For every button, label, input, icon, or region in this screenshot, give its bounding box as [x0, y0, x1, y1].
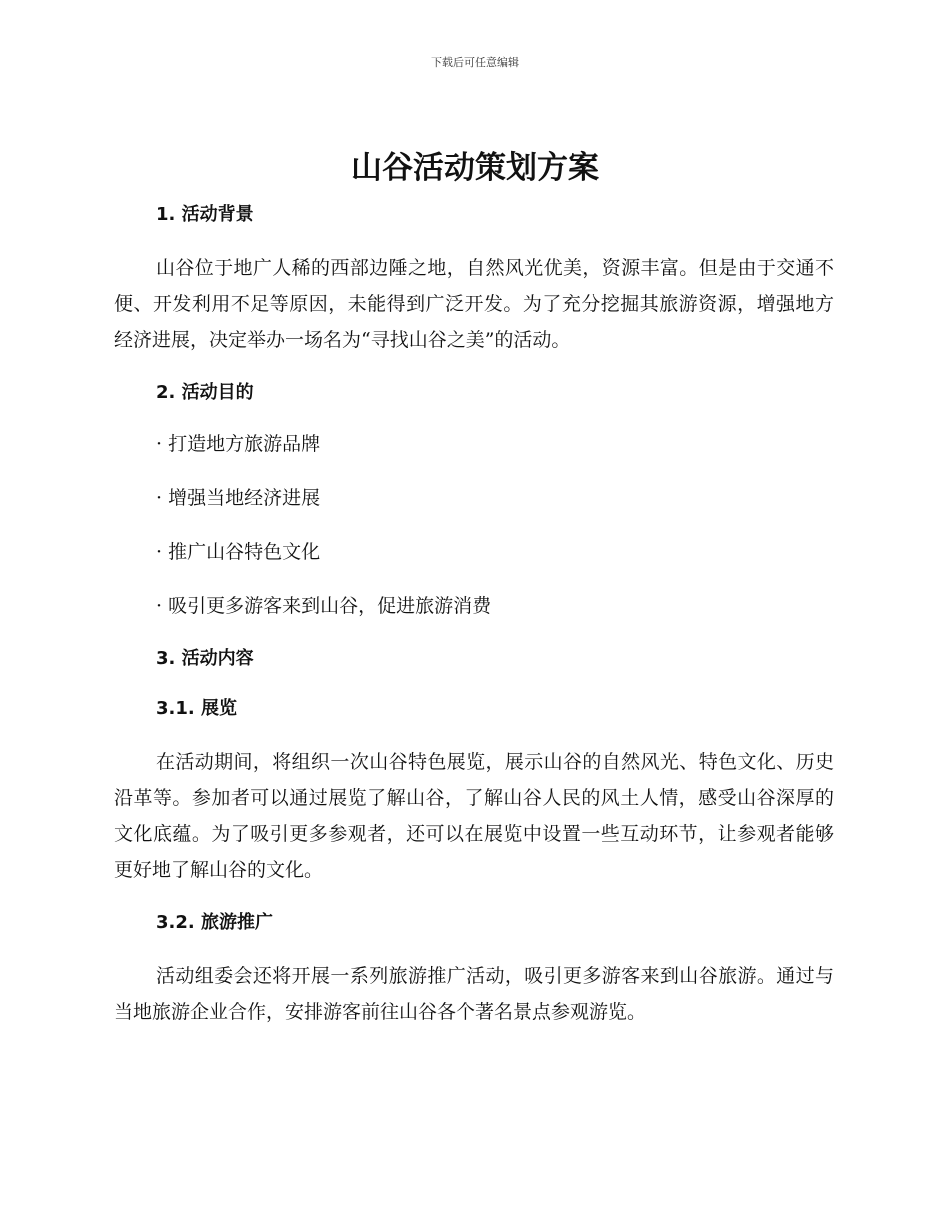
section-heading-background: 1. 活动背景	[156, 204, 254, 225]
purpose-bullet-4: · 吸引更多游客来到山谷，促进旅游消费	[156, 595, 492, 617]
purpose-bullet-2: · 增强当地经济进展	[156, 487, 321, 509]
exhibition-paragraph: 在活动期间，将组织一次山谷特色展览，展示山谷的自然风光、特色文化、历史沿革等。参加者可以通过展览了解山谷，了解山谷人民的风土人情，感受山谷深厚的文化底蕴。为了吸引更多参观者，还可以在展览中设置一些互动环节，让参观者能够更好地了解山谷的文化。	[114, 751, 834, 881]
header-note: 下载后可任意编辑	[431, 56, 519, 69]
tourism-promotion-paragraph: 活动组委会还将开展一系列旅游推广活动，吸引更多游客来到山谷旅游。通过与当地旅游企业合作，安排游客前往山谷各个著名景点参观游览。	[114, 965, 834, 1023]
document-body	[114, 198, 834, 1030]
document-title: 山谷活动策划方案	[351, 150, 599, 186]
background-paragraph: 山谷位于地广人稀的西部边陲之地，自然风光优美，资源丰富。但是由于交通不便、开发利用不足等原因，未能得到广泛开发。为了充分挖掘其旅游资源，增强地方经济进展，决定举办一场名为“寻找山谷之美”的活动。	[114, 257, 834, 351]
section-heading-purpose: 2. 活动目的	[156, 382, 254, 403]
subsection-heading-exhibition: 3.1. 展览	[156, 698, 237, 719]
section-heading-content: 3. 活动内容	[156, 648, 254, 669]
subsection-heading-tourism-promotion: 3.2. 旅游推广	[156, 912, 273, 933]
purpose-bullet-3: · 推广山谷特色文化	[156, 541, 321, 563]
purpose-bullet-1: · 打造地方旅游品牌	[156, 433, 321, 455]
